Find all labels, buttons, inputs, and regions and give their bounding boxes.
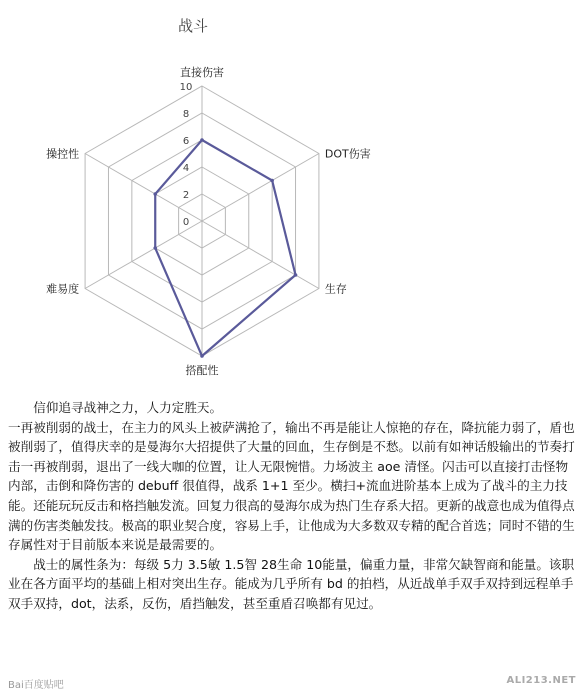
tick-label-6: 6 (182, 136, 190, 147)
article-paragraph-1: 信仰追寻战神之力，人力定胜天。 (33, 400, 223, 415)
tick-label-8: 8 (182, 109, 190, 120)
series-point-5 (153, 192, 157, 196)
axis-label-5: 操控性 (46, 147, 80, 161)
axis-label-2: 生存 (324, 282, 347, 296)
axis-label-4: 难易度 (46, 282, 80, 296)
watermark-ali213: ALI213.NET (506, 675, 576, 686)
axis-label-0: 直接伤害 (180, 66, 224, 79)
watermark-baidu: Bai百度贴吧 (8, 680, 64, 691)
tick-label-10: 10 (179, 82, 193, 93)
chart-title: 战斗 (177, 17, 209, 35)
series-polygon (155, 140, 295, 356)
axis-label-3: 搭配性 (185, 364, 219, 377)
radar-spokes (85, 86, 319, 356)
tick-label-4: 4 (182, 163, 190, 174)
article-paragraph-2: 一再被削弱的战士，在主力的风头上被萨满抢了，输出不再是能让人惊艳的存在，降抗能力弱了，盾也被削弱了，值得庆幸的是曼海尔大招提供了大量的回血，生存倒是不愁。以前有如神话般输出的节奏打击一再被削弱，退出了一线大咖的位置，让人无限惋惜。力场波主 aoe 清怪。闪击可以直接打击怪物内部，击倒和降伤害的 debuff 很值得，战系 1+1 至少。横扫+流血进阶基本上成为了战斗的主力技能。还能玩玩反击和格挡触发流。回复力很高的曼海尔成为热门生存系大招。更新的战意也成为值得点满的伤害类触发技。极高的职业契合度，容易上手，让他成为大多数双专精的配合首选；同时不错的生存属性对于目前版本来说是最需要的。 (8, 419, 575, 553)
series-point-0 (200, 138, 204, 142)
tick-label-2: 2 (182, 190, 190, 201)
series-point-3 (200, 354, 204, 358)
article-paragraph-3: 战士的属性条为：每级 5力 3.5敏 1.5智 28生命 10能量，偏重力量，非常欠缺智商和能量。该职业在各方面平均的基础上相对突出生存。能成为几乎所有 bd 的拍档，从近战单手双手双持到远程单手双手双持，dot，法系，反伤，盾挡触发，甚至重盾召唤都有见过。 (8, 556, 575, 611)
tick-label-0: 0 (182, 217, 190, 228)
article-body (8, 398, 576, 614)
spoke-2 (202, 221, 319, 289)
series-point-2 (294, 273, 298, 277)
radar-series (153, 138, 297, 358)
series-point-1 (270, 179, 274, 183)
axis-label-1: DOT伤害 (324, 147, 371, 161)
series-point-4 (153, 246, 157, 250)
spoke-1 (202, 154, 319, 222)
radar-axis-labels (46, 65, 371, 377)
spoke-4 (85, 221, 202, 289)
